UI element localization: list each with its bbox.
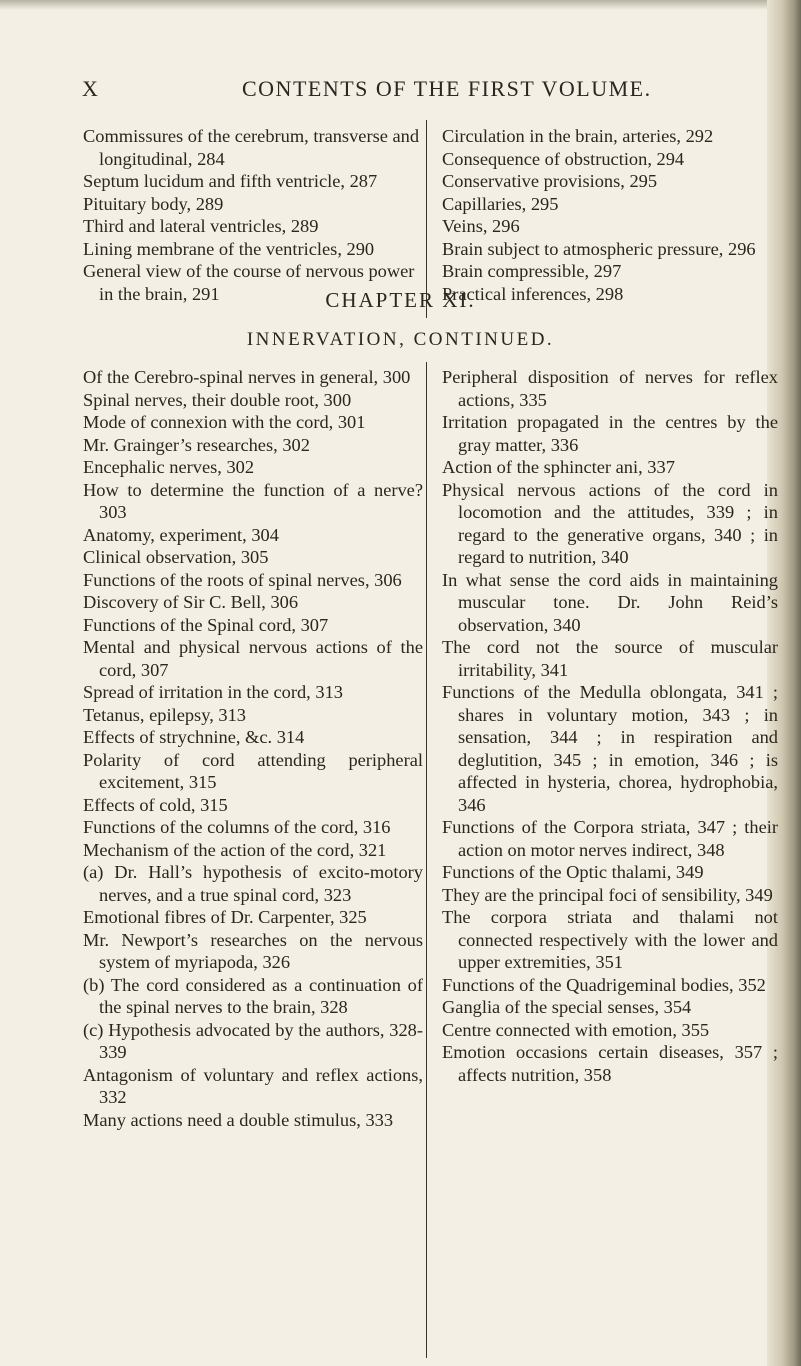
contents-entry: Functions of the Optic thalami, 349 — [442, 862, 704, 882]
contents-column-bottom-left — [83, 366, 423, 1131]
contents-entry: Functions of the Medulla oblongata, 341 ; shares in voluntary motion, 343 ; in sensation, 344 ; in respiration and deglutition, 345 ; in emotion, 346 ; is affected in hysteria, chorea, hydrophobia, 346 — [442, 682, 778, 815]
contents-entry: Effects of strychnine, &c. 314 — [83, 727, 305, 747]
contents-entry: Many actions need a double stimulus, 333 — [83, 1109, 394, 1130]
contents-entry: Lining membrane of the ventricles, 290 — [83, 238, 375, 259]
contents-entry: Functions of the roots of spinal nerves, 306 — [83, 569, 402, 590]
contents-entry: Of the Cerebro-spinal nerves in general, 300 — [83, 367, 411, 387]
contents-entry: Anatomy, experiment, 304 — [83, 524, 279, 545]
contents-entry: Tetanus, epilepsy, 313 — [83, 704, 247, 725]
contents-entry: Practical inferences, 298 — [442, 283, 624, 304]
contents-entry: Clinical observation, 305 — [83, 547, 269, 567]
contents-entry: Capillaries, 295 — [442, 193, 559, 214]
contents-entry: (b) The cord considered as a continuation of the spinal nerves to the brain, 328 — [83, 974, 423, 1017]
contents-entry: Third and lateral ventricles, 289 — [83, 216, 319, 236]
contents-entry: Ganglia of the special senses, 354 — [442, 997, 692, 1017]
contents-entry: Irritation propagated in the centres by the gray matter, 336 — [442, 412, 778, 455]
contents-entry: Brain subject to atmospheric pressure, 296 — [442, 238, 756, 259]
contents-entry: (a) Dr. Hall’s hypothesis of excito-motory nerves, and a true spinal cord, 323 — [83, 862, 423, 905]
contents-entry: Polarity of cord attending peripheral excitement, 315 — [83, 749, 423, 792]
contents-entry: Mental and physical nervous actions of the cord, 307 — [83, 637, 423, 680]
contents-entry: Consequence of obstruction, 294 — [442, 148, 685, 169]
contents-entry: Mechanism of the action of the cord, 321 — [83, 839, 387, 860]
contents-entry: Mr. Grainger’s researches, 302 — [83, 434, 310, 455]
contents-entry: Pituitary body, 289 — [83, 193, 224, 214]
chapter-subtitle: INNERVATION, CONTINUED. — [246, 329, 555, 350]
page-top-shadow — [0, 0, 801, 10]
contents-entry: Mode of connexion with the cord, 301 — [83, 412, 366, 432]
contents-entry: Commissures of the cerebrum, transverse and longitudinal, 284 — [83, 126, 420, 169]
contents-entry: Conservative provisions, 295 — [442, 171, 658, 191]
contents-entry: Action of the sphincter ani, 337 — [442, 457, 675, 477]
contents-column-top-right — [442, 125, 778, 305]
running-head: CONTENTS OF THE FIRST VOLUME. — [242, 76, 652, 101]
contents-entry: Mr. Newport’s researches on the nervous system of myriapoda, 326 — [83, 929, 423, 972]
contents-entry: Centre connected with emotion, 355 — [442, 1019, 710, 1040]
contents-entry: Brain compressible, 297 — [442, 261, 622, 281]
page-number: X — [82, 76, 99, 101]
contents-entry: Peripheral disposition of nerves for reflex actions, 335 — [442, 367, 778, 410]
column-divider — [426, 362, 427, 1358]
contents-entry: Emotional fibres of Dr. Carpenter, 325 — [83, 907, 367, 927]
contents-entry: Discovery of Sir C. Bell, 306 — [83, 592, 299, 612]
contents-entry: How to determine the function of a nerve? 303 — [83, 479, 423, 522]
contents-entry: Circulation in the brain, arteries, 292 — [442, 126, 714, 146]
page-header — [82, 76, 757, 106]
contents-entry: Functions of the columns of the cord, 316 — [83, 817, 391, 837]
contents-entry: The corpora striata and thalami not connected respectively with the lower and upper extremities, 351 — [442, 907, 778, 972]
contents-entry: Veins, 296 — [442, 216, 520, 236]
contents-entry: Effects of cold, 315 — [83, 794, 228, 815]
contents-entry: Physical nervous actions of the cord in locomotion and the attitudes, 339 ; in regard to the generative organs, 340 ; in regard to nutrition, 340 — [442, 479, 778, 567]
contents-entry: Septum lucidum and fifth ventricle, 287 — [83, 171, 378, 191]
contents-entry: Encephalic nerves, 302 — [83, 457, 255, 477]
contents-entry: In what sense the cord aids in maintaining muscular tone. Dr. John Reid’s observation, 340 — [442, 569, 778, 635]
contents-entry: Functions of the Corpora striata, 347 ; their action on motor nerves indirect, 348 — [442, 817, 778, 860]
contents-column-bottom-right — [442, 366, 778, 1086]
contents-column-top-left — [83, 125, 423, 305]
contents-entry: Spread of irritation in the cord, 313 — [83, 682, 343, 702]
contents-entry: (c) Hypothesis advocated by the authors, 328-339 — [83, 1019, 423, 1062]
contents-entry: Emotion occasions certain diseases, 357 ; affects nutrition, 358 — [442, 1042, 778, 1085]
contents-entry: Antagonism of voluntary and reflex actions, 332 — [83, 1064, 423, 1107]
contents-entry: They are the principal foci of sensibility, 349 — [442, 884, 773, 905]
contents-entry: Functions of the Spinal cord, 307 — [83, 614, 329, 635]
chapter-title: CHAPTER XI. — [325, 288, 476, 312]
contents-entry: The cord not the source of muscular irritability, 341 — [442, 637, 778, 680]
contents-entry: Functions of the Quadrigeminal bodies, 352 — [442, 974, 766, 995]
contents-entry: Spinal nerves, their double root, 300 — [83, 389, 352, 410]
contents-entry: General view of the course of nervous power in the brain, 291 — [83, 261, 415, 304]
